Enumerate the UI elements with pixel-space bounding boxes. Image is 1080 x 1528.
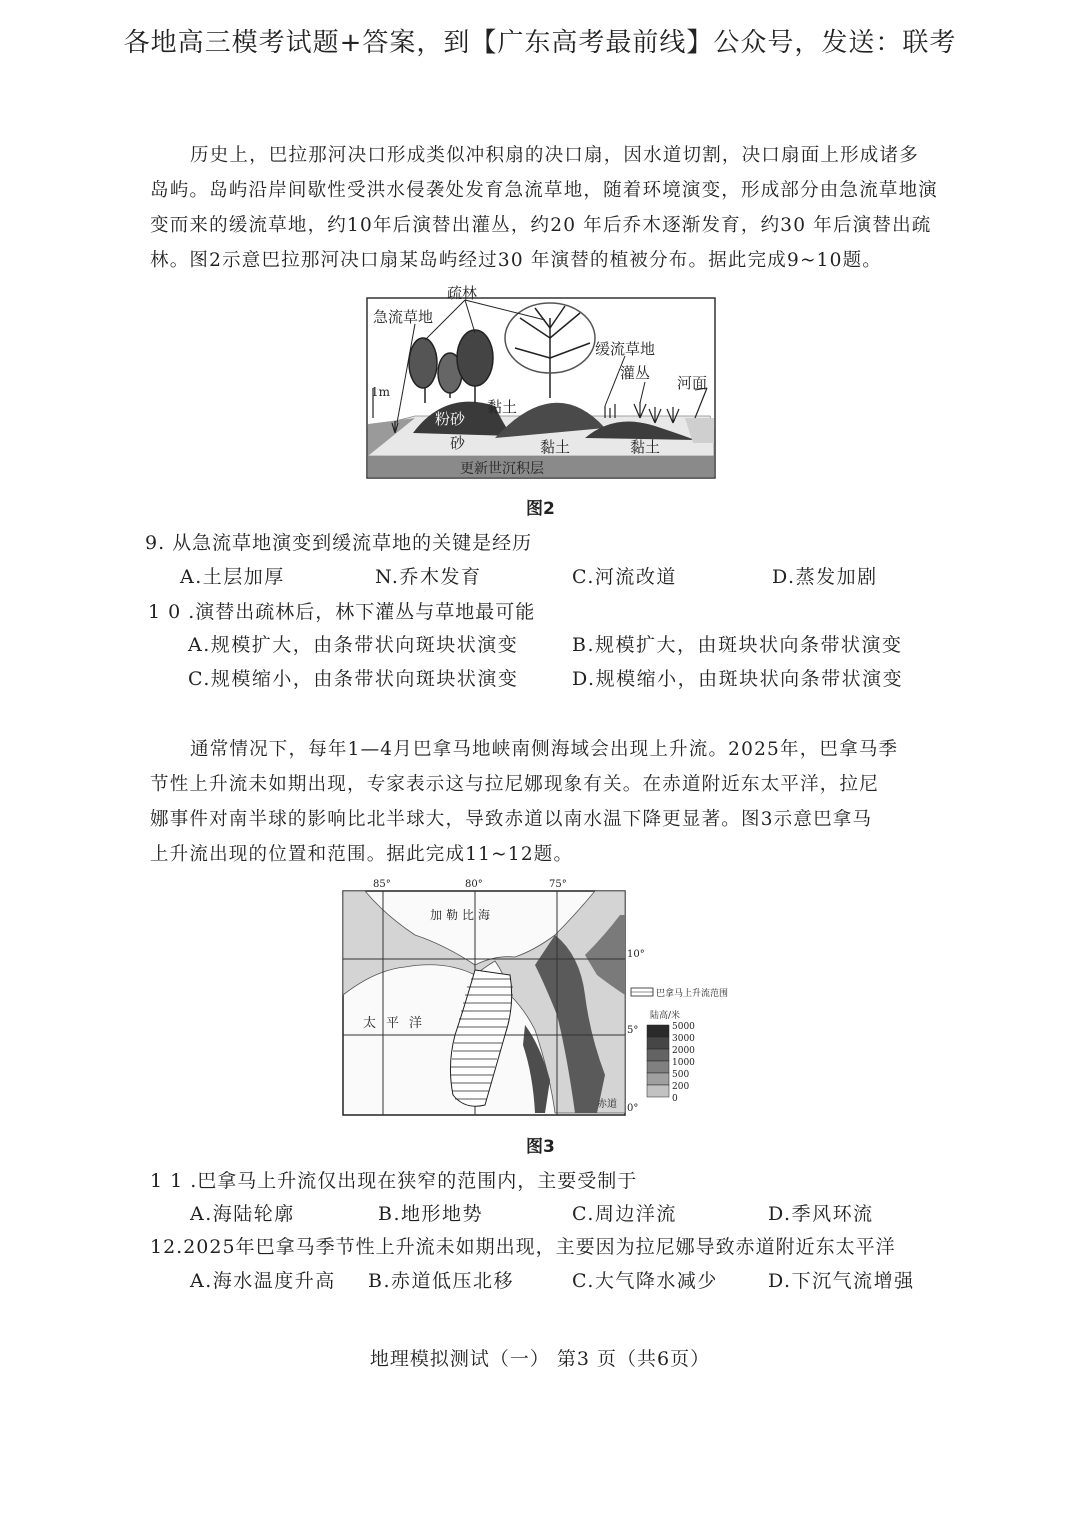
- pacific-label: 太平洋: [363, 1016, 433, 1031]
- q9-option-c[interactable]: C.河流改道: [572, 566, 677, 588]
- q11-option-b[interactable]: B.地形地势: [378, 1203, 484, 1225]
- figure-3-caption: 图3: [526, 1137, 555, 1157]
- q12-option-b[interactable]: B.赤道低压北移: [368, 1270, 515, 1292]
- legend-elevation-title: 陆高/米: [650, 1011, 681, 1021]
- passage-line: 通常情况下，每年1—4月巴拿马地峡南侧海域会出现上升流。2025年，巴拿马季: [190, 739, 899, 760]
- q12-option-c[interactable]: C.大气降水减少: [572, 1270, 718, 1292]
- figure-2-caption: 图2: [526, 499, 555, 519]
- elevation-swatch: [647, 1049, 669, 1061]
- passage-line: 娜事件对南半球的影响比北半球大，导致赤道以南水温下降更显著。图3示意巴拿马: [150, 809, 873, 830]
- label-sand: 砂: [450, 434, 466, 452]
- label-bedrock: 更新世沉积层: [460, 461, 544, 477]
- elevation-label: 1000: [672, 1058, 695, 1068]
- label-clay-2: 黏土: [540, 438, 571, 456]
- q10-option-c[interactable]: C.规模缩小，由条带状向斑块状演变: [188, 668, 519, 690]
- lat-label: 10°: [627, 949, 645, 960]
- passage-line: 节性上升流未如期出现，专家表示这与拉尼娜现象有关。在赤道附近东太平洋，拉尼: [150, 774, 879, 795]
- panama-upwelling-map: [335, 875, 735, 1125]
- legend-upwelling-label: 巴拿马上升流范围: [656, 989, 729, 999]
- question-12-stem: 12.2025年巴拿马季节性上升流未如期出现，主要因为拉尼娜导致赤道附近东太平洋: [150, 1236, 896, 1258]
- elevation-label: 0: [672, 1094, 678, 1104]
- q10-option-a[interactable]: A.规模扩大，由条带状向斑块状演变: [188, 634, 519, 656]
- elevation-label: 3000: [672, 1034, 695, 1044]
- elevation-swatch: [647, 1037, 669, 1049]
- q10-option-b[interactable]: B.规模扩大，由斑块状向条带状演变: [572, 634, 903, 656]
- question-10-stem: 1 0 .演替出疏林后，林下灌丛与草地最可能: [148, 601, 536, 623]
- figure-2: [355, 278, 725, 488]
- elevation-label: 2000: [672, 1046, 695, 1056]
- label-silt: 粉砂: [435, 410, 466, 428]
- elevation-swatch: [647, 1025, 669, 1037]
- question-11-stem: 1 1 .巴拿马上升流仅出现在狭窄的范围内，主要受制于: [150, 1170, 638, 1192]
- q11-option-a[interactable]: A.海陆轮廓: [190, 1203, 295, 1225]
- q9-option-a[interactable]: A.土层加厚: [180, 566, 285, 588]
- elevation-swatch: [647, 1073, 669, 1085]
- elevation-legend: [647, 1022, 695, 1104]
- caribbean-label: 加勒比海: [430, 908, 495, 922]
- lon-label: 80°: [465, 879, 483, 890]
- elevation-label: 500: [672, 1070, 690, 1080]
- passage-line: 上升流出现的位置和范围。据此完成11~12题。: [150, 844, 574, 865]
- label-slow-grass: 缓流草地: [595, 340, 656, 358]
- passage-2: [150, 732, 940, 872]
- elevation-swatch: [647, 1061, 669, 1073]
- label-clay-1: 黏土: [487, 398, 518, 416]
- scale-label: 1m: [371, 385, 391, 399]
- lon-label: 85°: [373, 879, 391, 890]
- label-rapid-grass: 急流草地: [373, 308, 434, 326]
- label-shrub: 灌丛: [620, 364, 651, 382]
- label-river-surface: 河面: [677, 374, 708, 392]
- q9-option-d[interactable]: D.蒸发加剧: [772, 566, 878, 588]
- page-footer: 地理模拟测试（一） 第3 页（共6页）: [369, 1348, 711, 1370]
- trees: [409, 303, 595, 403]
- figure-3: [335, 875, 735, 1125]
- elevation-label: 5000: [672, 1022, 695, 1032]
- q11-option-c[interactable]: C.周边洋流: [572, 1203, 677, 1225]
- q10-option-d[interactable]: D.规模缩小，由斑块状向条带状演变: [572, 668, 904, 690]
- passage-line: 岛屿。岛屿沿岸间歇性受洪水侵袭处发育急流草地，随着环境演变，形成部分由急流草地演: [150, 180, 939, 201]
- passage-line: 历史上，巴拉那河决口形成类似冲积扇的决口扇，因水道切割，决口扇面上形成诸多: [190, 145, 919, 166]
- elevation-swatch: [647, 1085, 669, 1097]
- map-legend: [631, 987, 728, 1104]
- lat-label: 0°: [627, 1103, 639, 1114]
- passage-line: 林。图2示意巴拉那河决口扇某岛屿经过30 年演替的植被分布。据此完成9~10题。: [150, 250, 883, 271]
- passage-1: [150, 138, 940, 278]
- passage-line: 变而来的缓流草地，约10年后演替出灌丛，约20 年后乔木逐渐发育，约30 年后演替出疏: [150, 215, 932, 236]
- q12-option-a[interactable]: A.海水温度升高: [190, 1270, 336, 1292]
- vegetation-cross-section: [355, 278, 725, 488]
- q9-option-b[interactable]: N.乔木发育: [375, 566, 482, 588]
- q11-option-d[interactable]: D.季风环流: [768, 1203, 874, 1225]
- q12-option-d[interactable]: D.下沉气流增强: [768, 1270, 915, 1292]
- equator-label: 赤道: [597, 1099, 617, 1110]
- lon-label: 75°: [549, 879, 567, 890]
- label-clay-3: 黏土: [630, 438, 661, 456]
- elevation-label: 200: [672, 1082, 690, 1092]
- lat-label: 5°: [627, 1025, 639, 1036]
- promo-banner: 各地高三模考试题+答案，到【广东高考最前线】公众号，发送：联考: [123, 28, 957, 58]
- question-9-stem: 9. 从急流草地演变到缓流草地的关键是经历: [145, 532, 533, 554]
- label-sparse-forest: 疏林: [447, 284, 478, 302]
